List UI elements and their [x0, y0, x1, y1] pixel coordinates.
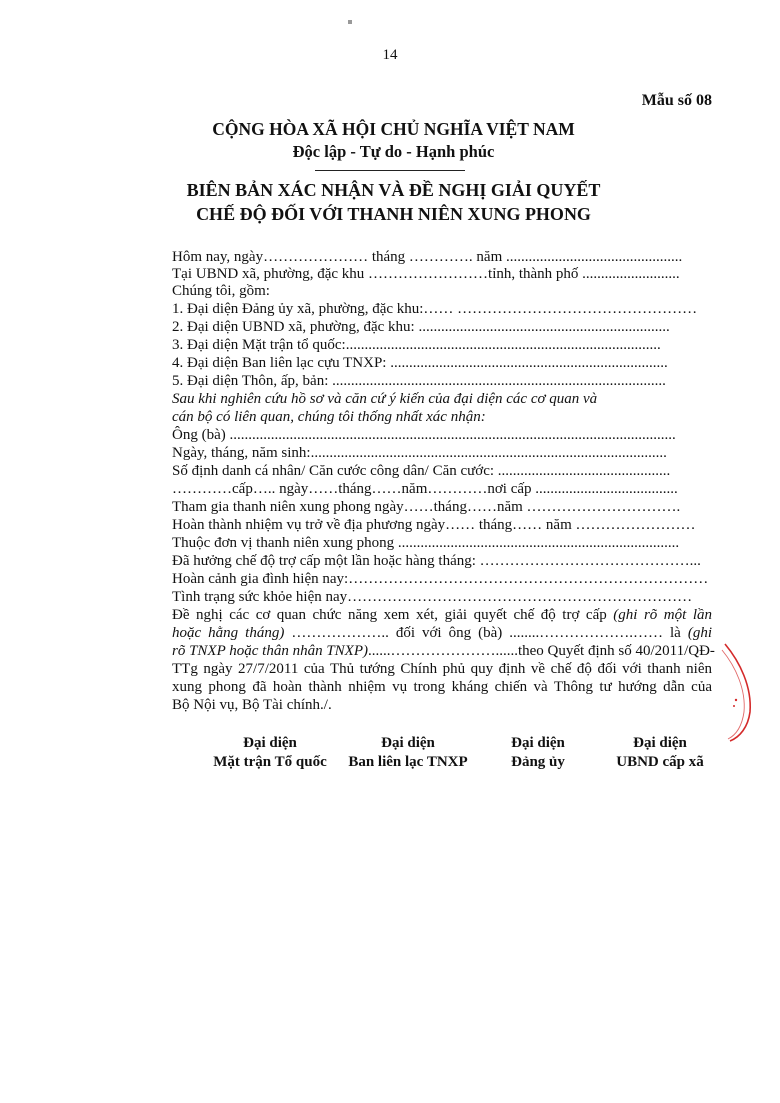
- body-line-ubnd-rep: 2. Đại diện UBND xã, phường, đặc khu: ...................................................................: [172, 319, 670, 335]
- proposal-line-3: rõ TNXP hoặc thân nhân TNXP)......…………………......theo Quyết định số 40/2011/QĐ-: [172, 643, 715, 659]
- proposal-line-6: Bộ Nội vụ, Bộ Tài chính./.: [172, 697, 332, 713]
- signature-ubnd: Đại diện UBND cấp xã: [616, 735, 704, 770]
- body-line-name: Ông (bà) .......................................................................................................................: [172, 427, 676, 443]
- proposal-line-1: Đề nghị các cơ quan chức năng xem xét, giải quyết chế độ trợ cấp (ghi rõ một lần: [172, 607, 712, 623]
- body-line-village-rep: 5. Đại diện Thôn, ấp, bản: .........................................................................................: [172, 373, 666, 389]
- form-number: Mẫu số 08: [641, 92, 712, 109]
- signature-party: Đại diện Đảng ủy: [511, 735, 565, 770]
- proposal-line-5: xung phong đã hoàn thành nhiệm vụ trong kháng chiến và Thông tư hướng dẫn của: [172, 679, 712, 695]
- motto-underline: [315, 170, 465, 171]
- page-number: 14: [382, 47, 398, 63]
- body-line-birthdate: Ngày, tháng, năm sinh:...............................................................................................: [172, 445, 667, 461]
- body-line-id-number: Số định danh cá nhân/ Căn cước công dân/ Căn cước: ..............................................: [172, 463, 671, 479]
- proposal-line-2: hoặc hằng tháng) ……………….. đối với ông (bà) ........……………….…… là (ghi: [172, 625, 712, 641]
- national-title: CỘNG HÒA XÃ HỘI CHỦ NGHĨA VIỆT NAM: [212, 119, 575, 139]
- body-line-tnxp-rep: 4. Đại diện Ban liên lạc cựu TNXP: ..........................................................................: [172, 355, 668, 371]
- motto: Độc lập - Tự do - Hạnh phúc: [292, 142, 495, 161]
- body-line-confirm-2: cán bộ có liên quan, chúng tôi thống nhất xác nhận:: [172, 409, 486, 425]
- red-stamp-edge: [720, 642, 760, 742]
- signature-front: Đại diện Mặt trận Tổ quốc: [213, 735, 327, 770]
- body-line-health: Tình trạng sức khỏe hiện nay……………………………………………………………: [172, 589, 693, 605]
- body-line-front-rep: 3. Đại diện Mặt trận tổ quốc:....................................................................................: [172, 337, 661, 353]
- proposal-line-4: TTg ngày 27/7/2011 của Thủ tướng Chính phủ quy định về chế độ đối với thanh niên: [172, 661, 712, 677]
- document-title-line1: BIÊN BẢN XÁC NHẬN VÀ ĐỀ NGHỊ GIẢI QUYẾT: [186, 180, 601, 200]
- body-line-date: Hôm nay, ngày………………… tháng …………. năm ...............................................: [172, 249, 683, 265]
- body-line-unit: Thuộc đơn vị thanh niên xung phong ...........................................................................: [172, 535, 680, 551]
- body-line-members: Chúng tôi, gồm:: [172, 283, 270, 299]
- body-line-id-issued: …………cấp….. ngày……tháng……năm…………nơi cấp ......................................: [172, 481, 678, 497]
- body-line-family: Hoàn cảnh gia đình hiện nay:………………………………………………………………: [172, 571, 709, 587]
- body-line-confirm-1: Sau khi nghiên cứu hồ sơ và căn cứ ý kiến của đại diện các cơ quan và: [172, 391, 598, 407]
- body-line-returned: Hoàn thành nhiệm vụ trở về địa phương ngày…… tháng…… năm ……………………: [172, 517, 696, 533]
- signature-tnxp: Đại diện Ban liên lạc TNXP: [348, 735, 468, 770]
- body-line-party-rep: 1. Đại diện Đảng ủy xã, phường, đặc khu:…… …………………………………………: [172, 301, 698, 317]
- document-title-line2: CHẾ ĐỘ ĐỐI VỚI THANH NIÊN XUNG PHONG: [196, 204, 591, 224]
- scan-dust-mark: [348, 20, 352, 24]
- body-line-allowance: Đã hưởng chế độ trợ cấp một lần hoặc hàng tháng: ……………………………………...: [172, 553, 701, 569]
- body-line-joined: Tham gia thanh niên xung phong ngày……tháng……năm ………………………….: [172, 499, 681, 515]
- body-line-location: Tại UBND xã, phường, đặc khu ……………………tỉnh, thành phố ..........................: [172, 266, 680, 282]
